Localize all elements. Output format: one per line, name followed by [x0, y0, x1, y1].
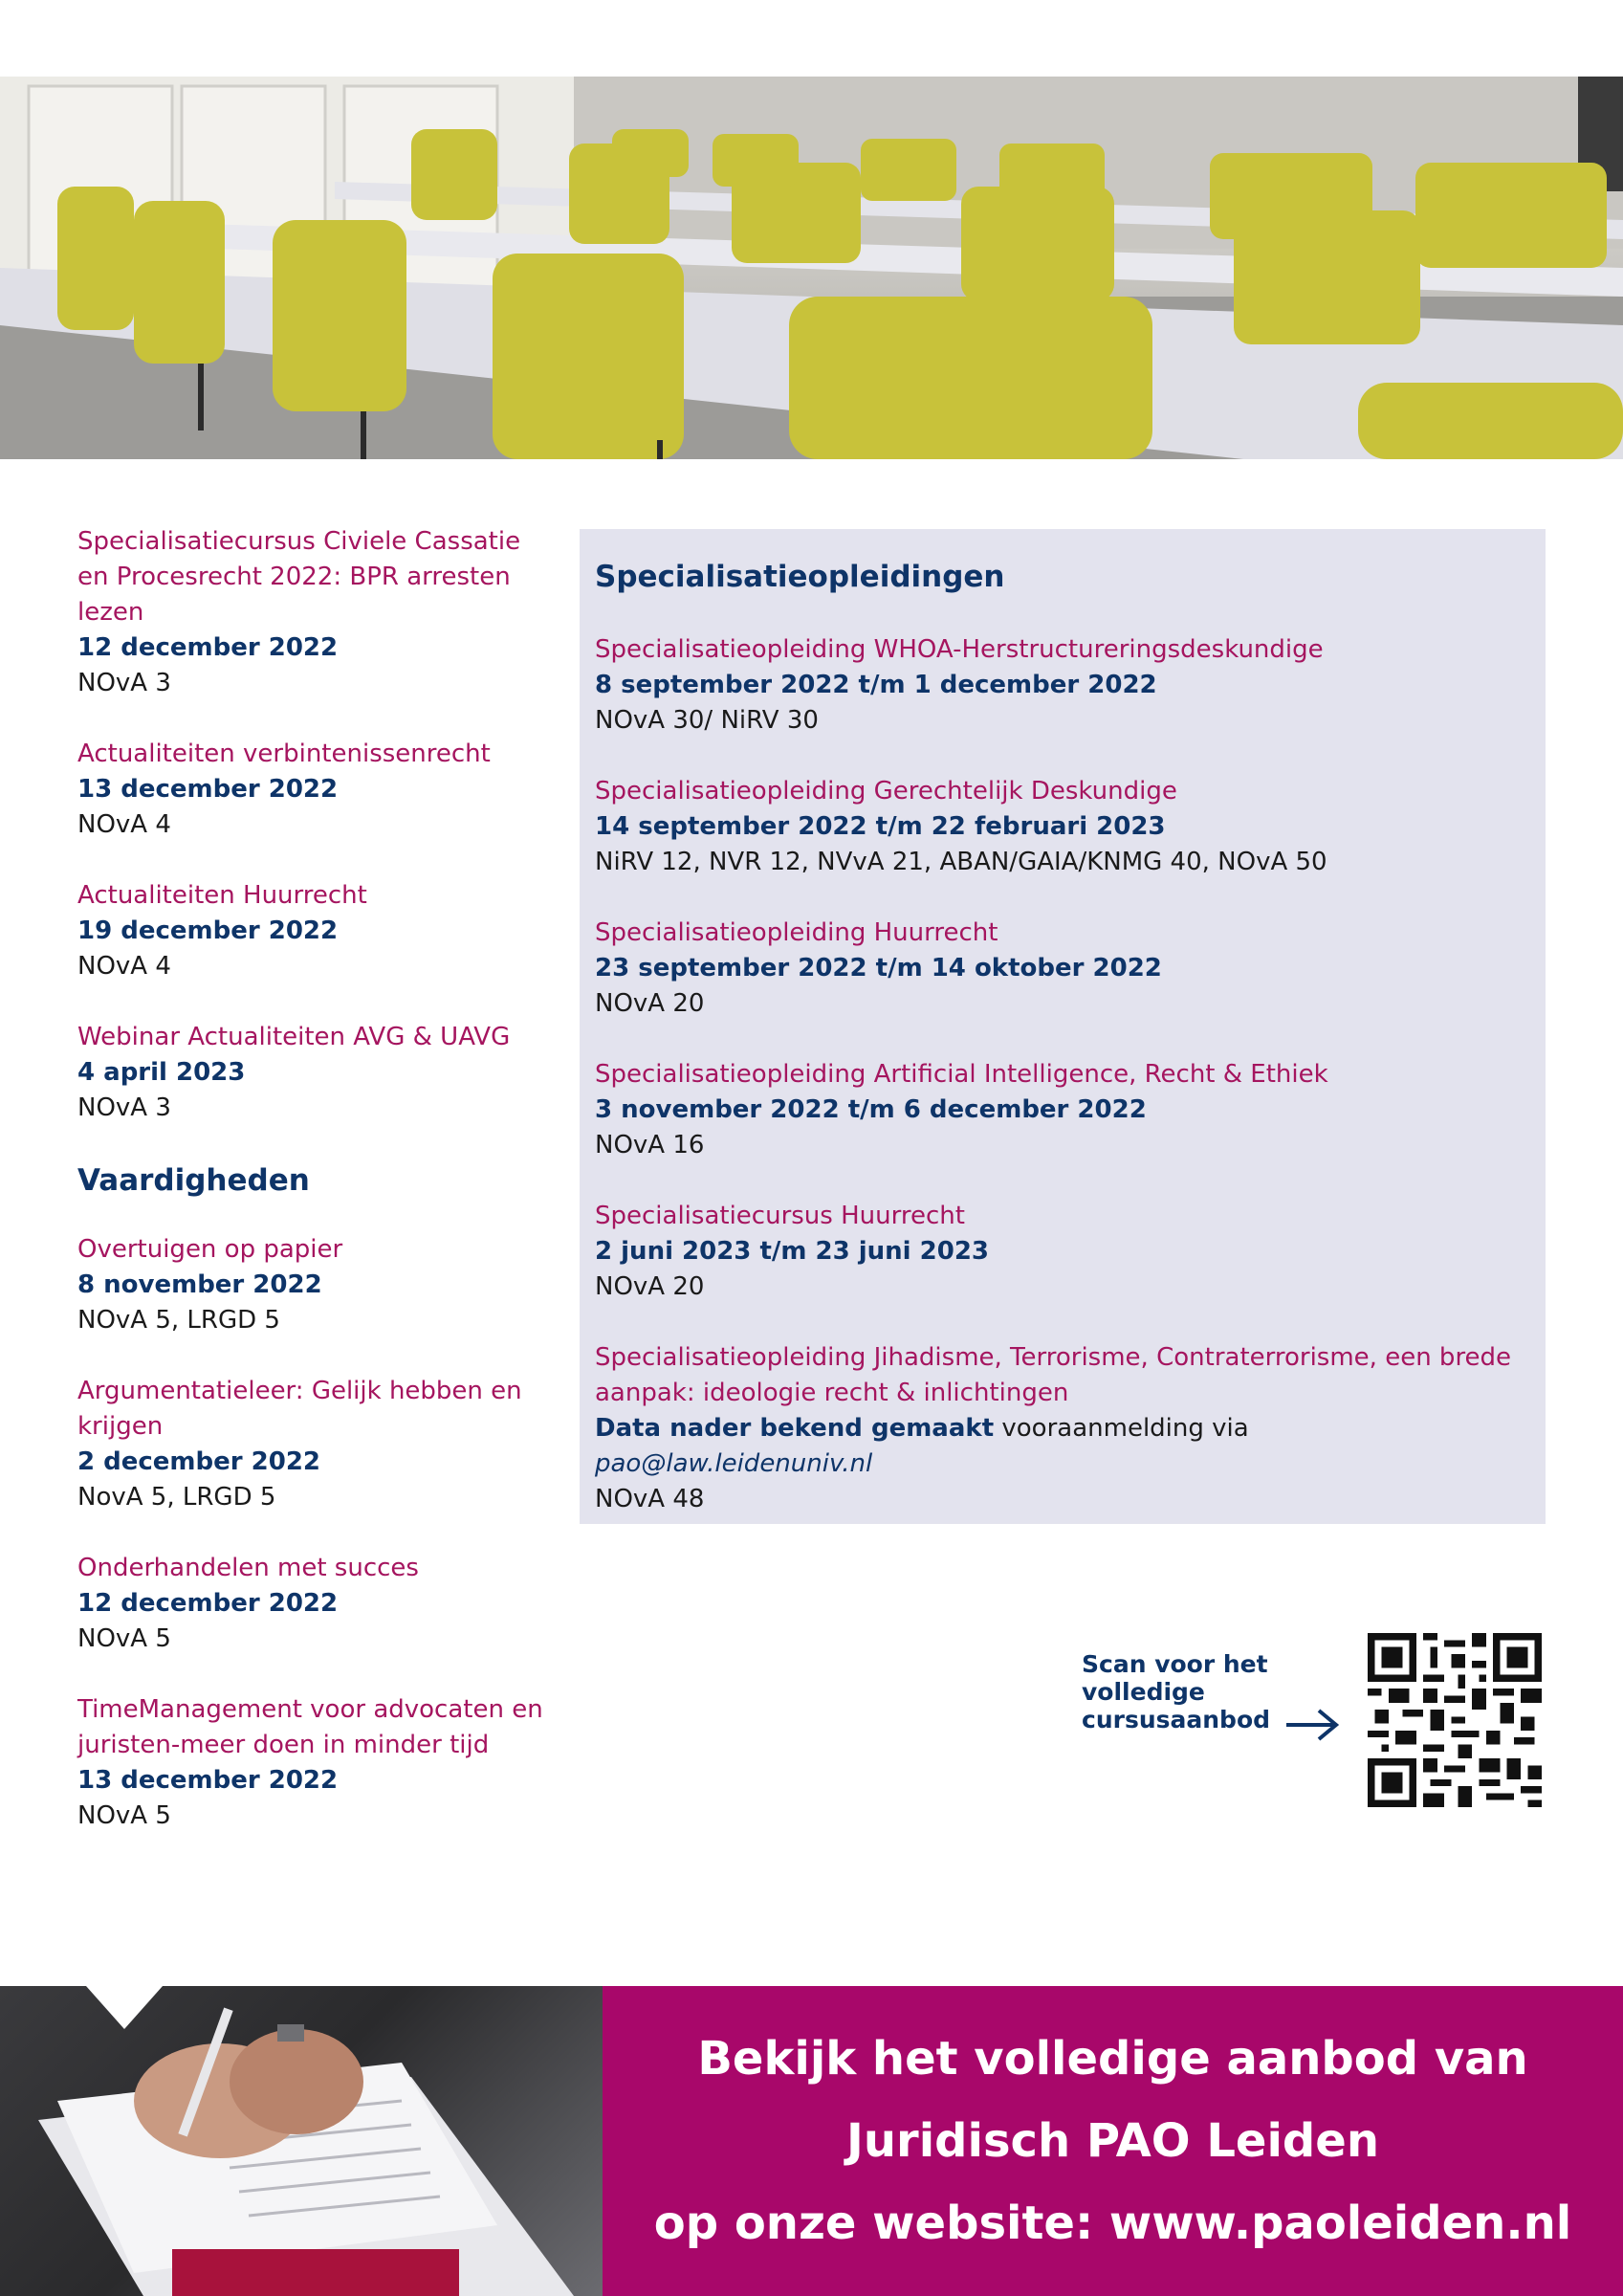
banner-line: Bekijk het volledige aanbod van — [697, 2032, 1528, 2086]
course-title: Webinar Actualiteiten AVG & UAVG — [77, 1023, 511, 1051]
course-title: Specialisatiecursus Civiele Cassatie en Procesrecht 2022: BPR arresten lezen — [77, 527, 521, 627]
course-date: 13 december 2022 — [77, 1766, 339, 1795]
course-points: NOvA 3 — [77, 669, 171, 697]
scan-line: Scan voor het — [1082, 1650, 1268, 1678]
course-date: 2 juni 2023 t/m 23 juni 2023 — [595, 1237, 990, 1266]
course-item — [595, 774, 1530, 880]
course-title: Specialisatieopleiding Huurrecht — [595, 918, 998, 947]
writing-hand-photo — [0, 1986, 603, 2296]
course-item — [77, 1551, 556, 1657]
course-date: Data nader bekend gemaakt — [595, 1414, 995, 1443]
course-title: Specialisatiecursus Huurrecht — [595, 1202, 965, 1230]
section-heading-vaardigheden: Vaardigheden — [77, 1163, 310, 1198]
course-title: Specialisatieopleiding Artificial Intelligence, Recht & Ethiek — [595, 1060, 1328, 1089]
course-date: 4 april 2023 — [77, 1058, 246, 1087]
course-date: 23 september 2022 t/m 14 oktober 2022 — [595, 954, 1162, 982]
course-title: Actualiteiten verbintenissenrecht — [77, 740, 491, 768]
website-banner — [603, 1986, 1623, 2296]
course-item — [595, 632, 1530, 739]
course-item — [77, 1020, 556, 1126]
course-points: NOvA 5 — [77, 1801, 171, 1830]
course-date: 12 december 2022 — [77, 633, 339, 662]
course-item — [77, 1692, 556, 1834]
course-title: TimeManagement voor advocaten en juristen-meer doen in minder tijd — [77, 1695, 543, 1759]
course-title: Argumentatieleer: Gelijk hebben en krijgen — [77, 1377, 522, 1441]
course-points: NOvA 4 — [77, 810, 171, 839]
course-points: NOvA 20 — [595, 1272, 705, 1301]
course-item — [595, 1057, 1530, 1163]
course-title: Specialisatieopleiding Gerechtelijk Deskundige — [595, 777, 1177, 806]
section-heading-specialisatie: Specialisatieopleidingen — [595, 560, 1005, 594]
course-item — [77, 524, 556, 701]
course-date: 2 december 2022 — [77, 1447, 321, 1476]
qr-code-icon[interactable] — [1368, 1633, 1542, 1807]
course-date: 14 september 2022 t/m 22 februari 2023 — [595, 812, 1166, 841]
course-points: NOvA 48 — [595, 1485, 705, 1513]
course-points: NOvA 4 — [77, 952, 171, 981]
specialisatie-panel — [580, 529, 1546, 1524]
course-item — [595, 916, 1530, 1022]
scan-line: cursusaanbod — [1082, 1706, 1271, 1733]
course-points: NOvA 5 — [77, 1624, 171, 1653]
course-title: Overtuigen op papier — [77, 1235, 343, 1264]
course-points: NovA 5, LRGD 5 — [77, 1483, 276, 1512]
course-date: 19 december 2022 — [77, 916, 339, 945]
course-item — [77, 1232, 556, 1338]
course-item — [77, 737, 556, 843]
course-title: Actualiteiten Huurrecht — [77, 881, 367, 910]
course-title: Specialisatieopleiding Jihadisme, Terrorisme, Contraterrorisme, een brede aanpak: ideologie recht & inlichtingen — [595, 1343, 1512, 1407]
course-points: NOvA 5, LRGD 5 — [77, 1306, 280, 1335]
course-points: NOvA 20 — [595, 989, 705, 1018]
banner-line: Juridisch PAO Leiden — [846, 2114, 1379, 2168]
course-title: Onderhandelen met succes — [77, 1554, 419, 1582]
preregistration-text: vooraanmelding via — [994, 1414, 1249, 1443]
course-points: NiRV 12, NVR 12, NVvA 21, ABAN/GAIA/KNMG 40, NOvA 50 — [595, 848, 1327, 876]
scan-instruction — [1082, 1650, 1292, 1733]
course-date: 8 november 2022 — [77, 1270, 322, 1299]
hero-classroom-photo — [0, 77, 1623, 459]
course-item — [595, 1340, 1530, 1517]
course-date: 13 december 2022 — [77, 775, 339, 804]
course-item — [77, 878, 556, 984]
course-item — [77, 1374, 556, 1515]
course-item — [595, 1199, 1530, 1305]
course-points: NOvA 16 — [595, 1131, 705, 1159]
course-points: NOvA 3 — [77, 1093, 171, 1122]
arrow-right-icon — [1284, 1706, 1342, 1744]
course-date: 8 september 2022 t/m 1 december 2022 — [595, 671, 1157, 699]
course-date: 12 december 2022 — [77, 1589, 339, 1618]
course-date: 3 november 2022 t/m 6 december 2022 — [595, 1095, 1147, 1124]
banner-website-line[interactable]: op onze website: www.paoleiden.nl — [653, 2197, 1572, 2250]
scan-line: volledige — [1082, 1678, 1205, 1706]
email-link[interactable]: pao@law.leidenuniv.nl — [595, 1449, 873, 1478]
course-points: NOvA 30/ NiRV 30 — [595, 706, 819, 735]
course-date-line — [595, 1411, 1530, 1482]
course-title: Specialisatieopleiding WHOA-Herstructureringsdeskundige — [595, 635, 1324, 664]
left-course-column — [77, 524, 556, 1869]
